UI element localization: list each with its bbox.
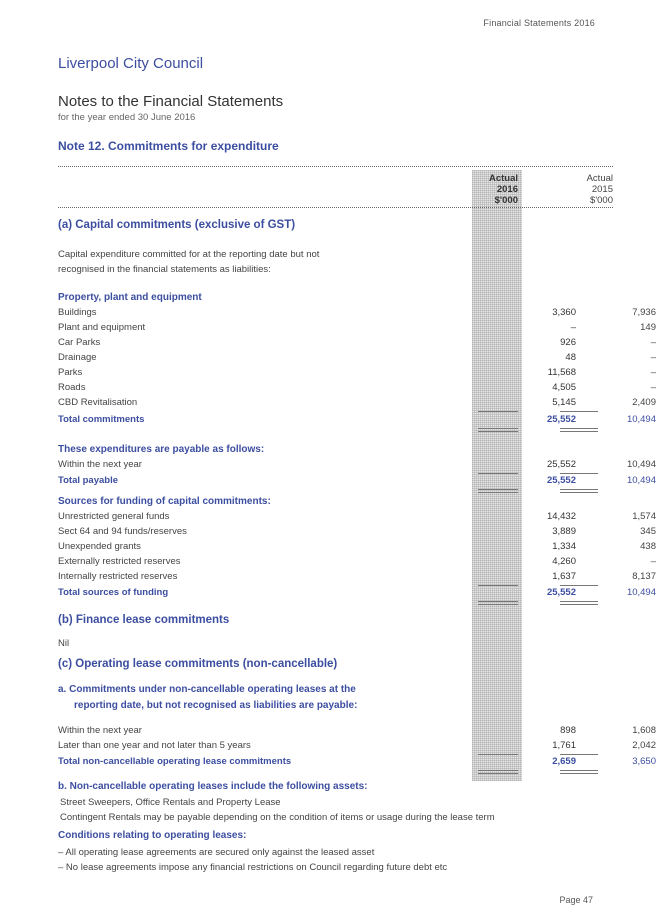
row-label: Roads — [58, 382, 86, 393]
subtotal-rule — [478, 411, 518, 412]
row-value-2015: – — [650, 382, 656, 393]
row-value-2015: – — [650, 367, 656, 378]
total-row — [58, 414, 656, 428]
row-label: Car Parks — [58, 337, 101, 348]
total-rule — [478, 428, 518, 432]
total-rule — [560, 489, 598, 493]
table-row — [58, 571, 656, 585]
total-row — [58, 587, 656, 601]
row-label: Unexpended grants — [58, 541, 141, 552]
table-row — [58, 397, 656, 411]
row-label: Later than one year and not later than 5 years — [58, 740, 251, 751]
table-row — [58, 459, 656, 473]
row-value-2015: 8,137 — [632, 571, 656, 582]
row-value-2016: 14,432 — [546, 511, 576, 522]
subtotal-rule — [560, 754, 598, 755]
row-label: Externally restricted reserves — [58, 556, 181, 567]
subtotal-rule — [478, 473, 518, 474]
total-value-2015: 10,494 — [626, 414, 656, 425]
row-value-2016: 1,334 — [552, 541, 576, 552]
row-value-2016: 25,552 — [546, 459, 576, 470]
total-value-2015: 3,650 — [632, 756, 656, 767]
subtotal-rule — [478, 754, 518, 755]
total-row — [58, 475, 656, 489]
total-label: Total payable — [58, 475, 119, 486]
row-value-2016: 11,568 — [547, 367, 576, 378]
row-value-2016: 898 — [560, 725, 576, 736]
table-row — [58, 511, 656, 525]
row-label: Internally restricted reserves — [58, 571, 178, 582]
col-prior-year: 2015 — [591, 184, 613, 195]
total-rule — [478, 489, 518, 493]
row-value-2015: 2,409 — [632, 397, 656, 408]
row-value-2016: 926 — [560, 337, 576, 348]
table-row — [58, 352, 656, 366]
row-label: Within the next year — [58, 459, 142, 470]
row-value-2016: 3,889 — [552, 526, 576, 537]
row-label: Drainage — [58, 352, 97, 363]
section-a-title: (a) Capital commitments (exclusive of GST) — [58, 219, 296, 231]
page-number: Page 47 — [559, 895, 593, 905]
subtotal-rule — [560, 473, 598, 474]
total-value-2015: 10,494 — [626, 587, 656, 598]
total-value-2016: 25,552 — [546, 587, 576, 598]
row-value-2015: – — [650, 337, 656, 348]
row-value-2015: 1,574 — [632, 511, 656, 522]
section-c-b-contingent: Contingent Rentals may be payable depending on the condition of items or usage during the lease term — [60, 812, 495, 823]
row-label: Sect 64 and 94 funds/reserves — [58, 526, 187, 537]
table-row — [58, 382, 656, 396]
total-value-2016: 25,552 — [546, 414, 576, 425]
row-value-2015: 345 — [640, 526, 656, 537]
table-row — [58, 725, 656, 739]
ppe-title: Property, plant and equipment — [58, 292, 202, 303]
total-rule — [478, 601, 518, 605]
total-rule — [560, 601, 598, 605]
row-value-2016: 48 — [565, 352, 576, 363]
row-value-2016: 4,505 — [552, 382, 576, 393]
total-rule — [478, 770, 518, 774]
row-value-2015: – — [650, 352, 656, 363]
row-label: Within the next year — [58, 725, 142, 736]
row-label: CBD Revitalisation — [58, 397, 138, 408]
total-value-2016: 2,659 — [552, 756, 576, 767]
section-c-b-assets: Street Sweepers, Office Rentals and Property Lease — [60, 797, 281, 808]
column-header-current — [458, 173, 518, 206]
row-value-2016: 5,145 — [552, 397, 576, 408]
row-label: Parks — [58, 367, 83, 378]
conditions-title: Conditions relating to operating leases: — [58, 830, 247, 841]
row-label: Plant and equipment — [58, 322, 146, 333]
col-current-year: 2016 — [496, 184, 518, 195]
section-a-intro-line1: Capital expenditure committed for at the reporting date but not — [58, 249, 320, 260]
subtotal-rule — [478, 585, 518, 586]
table-row — [58, 526, 656, 540]
col-prior-label: Actual — [586, 173, 613, 184]
total-rule — [560, 428, 598, 432]
row-label: Buildings — [58, 307, 97, 318]
section-a-intro-line2: recognised in the financial statements as liabilities: — [58, 264, 271, 275]
row-value-2016: 3,360 — [552, 307, 576, 318]
table-row — [58, 367, 656, 381]
table-row — [58, 740, 656, 754]
table-row — [58, 322, 656, 336]
total-label: Total non-cancellable operating lease commitments — [58, 756, 292, 767]
row-value-2015: 7,936 — [632, 307, 656, 318]
row-value-2015: – — [650, 556, 656, 567]
payable-title: These expenditures are payable as follows: — [58, 444, 265, 455]
row-value-2016: – — [570, 322, 576, 333]
total-label: Total sources of funding — [58, 587, 169, 598]
table-row — [58, 541, 656, 555]
total-value-2015: 10,494 — [626, 475, 656, 486]
table-row — [58, 556, 656, 570]
table-row — [58, 337, 656, 351]
col-prior-unit: $'000 — [590, 195, 613, 206]
row-value-2015: 1,608 — [632, 725, 656, 736]
row-value-2016: 4,260 — [552, 556, 576, 567]
col-current-unit: $'000 — [494, 195, 518, 206]
row-value-2016: 1,637 — [552, 571, 576, 582]
section-c-b-title: b. Non-cancellable operating leases include the following assets: — [58, 781, 368, 792]
row-value-2015: 2,042 — [632, 740, 656, 751]
total-value-2016: 25,552 — [546, 475, 576, 486]
subtotal-rule — [560, 411, 598, 412]
section-b-title: (b) Finance lease commitments — [58, 614, 230, 626]
notes-title: Notes to the Financial Statements — [58, 93, 284, 110]
document-header-title: Financial Statements 2016 — [483, 18, 595, 28]
condition-item: – All operating lease agreements are secured only against the leased asset — [58, 847, 375, 858]
section-c-a-title-line2: reporting date, but not recognised as liabilities are payable: — [74, 700, 358, 711]
council-name: Liverpool City Council — [58, 55, 204, 72]
row-value-2016: 1,761 — [552, 740, 576, 751]
funding-title: Sources for funding of capital commitments: — [58, 496, 271, 507]
table-row — [58, 307, 656, 321]
total-rule — [560, 770, 598, 774]
period-subtitle: for the year ended 30 June 2016 — [58, 112, 196, 123]
subtotal-rule — [560, 585, 598, 586]
row-value-2015: 149 — [640, 322, 656, 333]
row-label: Unrestricted general funds — [58, 511, 170, 522]
note-title: Note 12. Commitments for expenditure — [58, 139, 279, 153]
total-row — [58, 756, 656, 770]
row-value-2015: 438 — [640, 541, 656, 552]
row-value-2015: 10,494 — [626, 459, 656, 470]
column-header-prior — [553, 173, 613, 206]
divider-header — [58, 207, 613, 208]
section-c-a-title-line1: a. Commitments under non-cancellable operating leases at the — [58, 684, 356, 695]
condition-item: – No lease agreements impose any financial restrictions on Council regarding future debt etc — [58, 862, 448, 873]
section-b-text: Nil — [58, 638, 70, 649]
total-label: Total commitments — [58, 414, 145, 425]
section-c-title: (c) Operating lease commitments (non-cancellable) — [58, 658, 338, 670]
col-current-label: Actual — [488, 173, 518, 184]
divider-top — [58, 166, 613, 167]
